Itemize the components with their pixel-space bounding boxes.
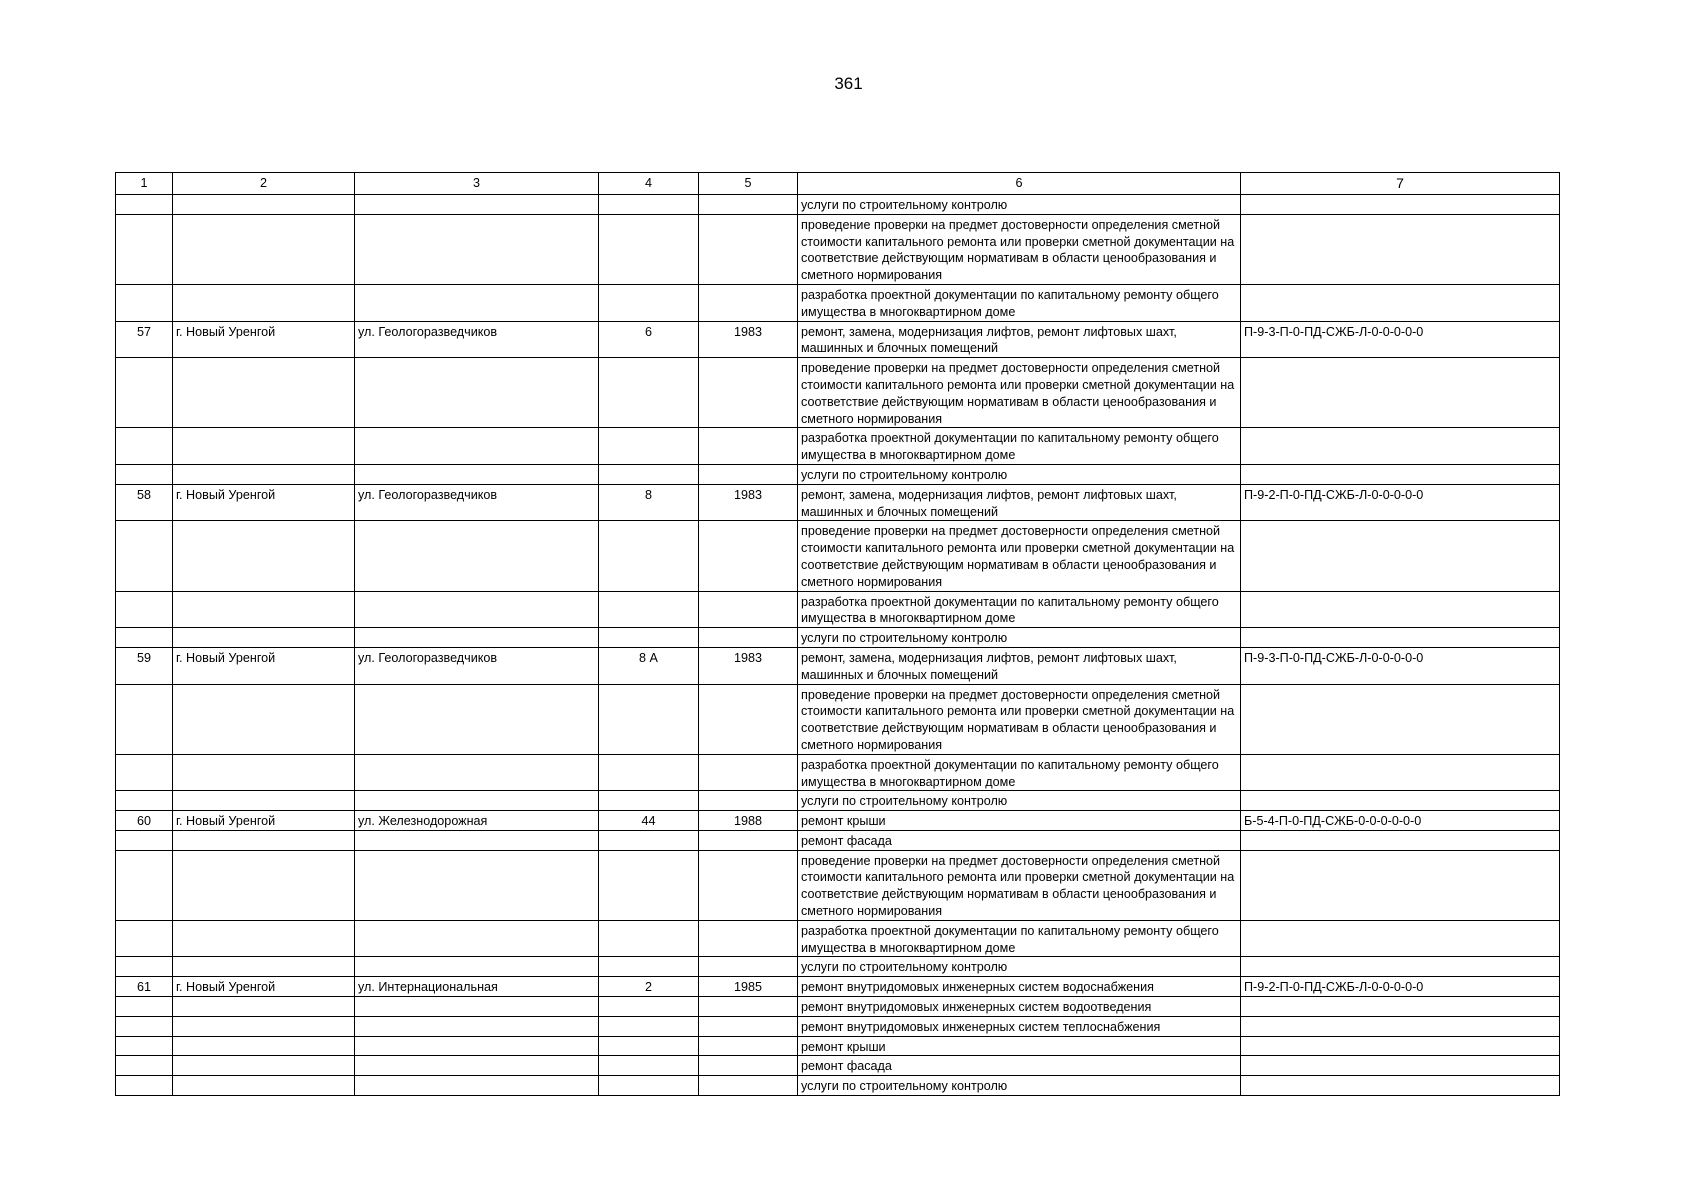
cell-code xyxy=(1241,850,1560,920)
cell-street xyxy=(355,920,599,957)
cell-city xyxy=(173,284,355,321)
cell-street xyxy=(355,1036,599,1056)
cell-work-type: ремонт, замена, модернизация лифтов, ремонт лифтовых шахт, машинных и блочных помещений xyxy=(798,647,1241,684)
cell-work-type: услуги по строительному контролю xyxy=(798,628,1241,648)
table-row xyxy=(116,754,1560,791)
cell-house xyxy=(599,754,699,791)
cell-city: г. Новый Уренгой xyxy=(173,811,355,831)
table-row xyxy=(116,791,1560,811)
cell-street: ул. Железнодорожная xyxy=(355,811,599,831)
cell-city xyxy=(173,791,355,811)
cell-house: 6 xyxy=(599,321,699,358)
cell-house xyxy=(599,920,699,957)
cell-house: 2 xyxy=(599,977,699,997)
table-row xyxy=(116,321,1560,358)
cell-city xyxy=(173,957,355,977)
cell-year xyxy=(699,195,798,215)
cell-city xyxy=(173,754,355,791)
cell-code: П-9-2-П-0-ПД-СЖБ-Л-0-0-0-0-0 xyxy=(1241,484,1560,521)
cell-house xyxy=(599,997,699,1017)
cell-year xyxy=(699,464,798,484)
cell-code xyxy=(1241,284,1560,321)
cell-house xyxy=(599,358,699,428)
cell-year xyxy=(699,997,798,1017)
cell-code xyxy=(1241,754,1560,791)
cell-number xyxy=(116,1076,173,1096)
cell-street xyxy=(355,1056,599,1076)
cell-year xyxy=(699,284,798,321)
cell-street xyxy=(355,428,599,465)
cell-work-type: ремонт внутридомовых инженерных систем теплоснабжения xyxy=(798,1016,1241,1036)
header-row xyxy=(116,173,1560,195)
table-row xyxy=(116,1036,1560,1056)
cell-house xyxy=(599,195,699,215)
cell-work-type: ремонт фасада xyxy=(798,830,1241,850)
cell-code xyxy=(1241,920,1560,957)
cell-code xyxy=(1241,830,1560,850)
cell-work-type: разработка проектной документации по капитальному ремонту общего имущества в многоквартирном доме xyxy=(798,591,1241,628)
table-row xyxy=(116,850,1560,920)
cell-house xyxy=(599,791,699,811)
cell-house xyxy=(599,464,699,484)
cell-house xyxy=(599,1016,699,1036)
cell-street xyxy=(355,791,599,811)
cell-street: ул. Интернациональная xyxy=(355,977,599,997)
cell-number: 59 xyxy=(116,647,173,684)
cell-work-type: проведение проверки на предмет достоверности определения сметной стоимости капитального ремонта или проверки сметной документации на соответствие действующим нормативам в области ценообразования и сметного нормирования xyxy=(798,850,1241,920)
header-col-6: 6 xyxy=(798,173,1241,195)
header-col-4: 4 xyxy=(599,173,699,195)
cell-number xyxy=(116,428,173,465)
cell-city xyxy=(173,195,355,215)
table-row xyxy=(116,464,1560,484)
cell-number: 61 xyxy=(116,977,173,997)
cell-house xyxy=(599,591,699,628)
cell-work-type: проведение проверки на предмет достоверности определения сметной стоимости капитального ремонта или проверки сметной документации на соответствие действующим нормативам в области ценообразования и сметного нормирования xyxy=(798,684,1241,754)
cell-city xyxy=(173,920,355,957)
cell-year xyxy=(699,214,798,284)
cell-work-type: разработка проектной документации по капитальному ремонту общего имущества в многоквартирном доме xyxy=(798,284,1241,321)
cell-house xyxy=(599,521,699,591)
cell-city xyxy=(173,850,355,920)
table-row xyxy=(116,1076,1560,1096)
cell-city xyxy=(173,628,355,648)
cell-number xyxy=(116,521,173,591)
cell-year: 1988 xyxy=(699,811,798,831)
cell-year xyxy=(699,521,798,591)
cell-number xyxy=(116,920,173,957)
cell-code: Б-5-4-П-0-ПД-СЖБ-0-0-0-0-0-0 xyxy=(1241,811,1560,831)
cell-number xyxy=(116,830,173,850)
cell-work-type: услуги по строительному контролю xyxy=(798,464,1241,484)
table-row xyxy=(116,1016,1560,1036)
cell-street xyxy=(355,754,599,791)
cell-year: 1983 xyxy=(699,647,798,684)
cell-city xyxy=(173,521,355,591)
cell-city xyxy=(173,591,355,628)
cell-year: 1983 xyxy=(699,484,798,521)
cell-street xyxy=(355,628,599,648)
cell-year xyxy=(699,791,798,811)
cell-city xyxy=(173,358,355,428)
cell-house xyxy=(599,850,699,920)
cell-street xyxy=(355,591,599,628)
cell-code xyxy=(1241,358,1560,428)
table-row xyxy=(116,428,1560,465)
cell-house xyxy=(599,428,699,465)
table-row xyxy=(116,591,1560,628)
table-row xyxy=(116,214,1560,284)
cell-code: П-9-3-П-0-ПД-СЖБ-Л-0-0-0-0-0 xyxy=(1241,647,1560,684)
cell-work-type: проведение проверки на предмет достоверности определения сметной стоимости капитального ремонта или проверки сметной документации на соответствие действующим нормативам в области ценообразования и сметного нормирования xyxy=(798,214,1241,284)
cell-city xyxy=(173,464,355,484)
cell-number xyxy=(116,791,173,811)
cell-work-type: проведение проверки на предмет достоверности определения сметной стоимости капитального ремонта или проверки сметной документации на соответствие действующим нормативам в области ценообразования и сметного нормирования xyxy=(798,358,1241,428)
cell-work-type: ремонт фасада xyxy=(798,1056,1241,1076)
cell-house: 8 А xyxy=(599,647,699,684)
cell-work-type: услуги по строительному контролю xyxy=(798,957,1241,977)
cell-number xyxy=(116,1016,173,1036)
cell-street xyxy=(355,358,599,428)
cell-house xyxy=(599,684,699,754)
cell-code xyxy=(1241,957,1560,977)
cell-work-type: ремонт внутридомовых инженерных систем водоснабжения xyxy=(798,977,1241,997)
cell-code xyxy=(1241,1056,1560,1076)
table-row xyxy=(116,284,1560,321)
cell-code xyxy=(1241,214,1560,284)
cell-code xyxy=(1241,464,1560,484)
cell-number xyxy=(116,957,173,977)
cell-number xyxy=(116,850,173,920)
cell-number: 57 xyxy=(116,321,173,358)
table-row xyxy=(116,628,1560,648)
cell-year xyxy=(699,754,798,791)
cell-city: г. Новый Уренгой xyxy=(173,647,355,684)
cell-street xyxy=(355,684,599,754)
table-row xyxy=(116,997,1560,1017)
cell-number xyxy=(116,1036,173,1056)
cell-code xyxy=(1241,428,1560,465)
cell-house: 8 xyxy=(599,484,699,521)
cell-year xyxy=(699,1056,798,1076)
table-row xyxy=(116,684,1560,754)
cell-street xyxy=(355,850,599,920)
cell-city xyxy=(173,1076,355,1096)
cell-code: П-9-2-П-0-ПД-СЖБ-Л-0-0-0-0-0 xyxy=(1241,977,1560,997)
page-number: 361 xyxy=(834,74,863,93)
cell-number xyxy=(116,754,173,791)
cell-work-type: ремонт крыши xyxy=(798,811,1241,831)
cell-city xyxy=(173,1036,355,1056)
cell-year xyxy=(699,1016,798,1036)
cell-number xyxy=(116,997,173,1017)
cell-code xyxy=(1241,628,1560,648)
cell-city: г. Новый Уренгой xyxy=(173,977,355,997)
cell-year xyxy=(699,428,798,465)
cell-street xyxy=(355,284,599,321)
header-col-5: 5 xyxy=(699,173,798,195)
header-col-7: 7 xyxy=(1241,173,1560,195)
table-row xyxy=(116,977,1560,997)
cell-work-type: ремонт, замена, модернизация лифтов, ремонт лифтовых шахт, машинных и блочных помещений xyxy=(798,484,1241,521)
cell-work-type: ремонт крыши xyxy=(798,1036,1241,1056)
cell-year xyxy=(699,628,798,648)
cell-number xyxy=(116,358,173,428)
cell-number xyxy=(116,464,173,484)
table-row xyxy=(116,647,1560,684)
cell-year: 1983 xyxy=(699,321,798,358)
cell-number xyxy=(116,591,173,628)
cell-house xyxy=(599,830,699,850)
cell-year xyxy=(699,591,798,628)
cell-house xyxy=(599,957,699,977)
cell-street: ул. Геологоразведчиков xyxy=(355,484,599,521)
cell-number xyxy=(116,284,173,321)
cell-street: ул. Геологоразведчиков xyxy=(355,647,599,684)
cell-number: 60 xyxy=(116,811,173,831)
table-row xyxy=(116,358,1560,428)
cell-code xyxy=(1241,997,1560,1017)
cell-street xyxy=(355,830,599,850)
cell-house xyxy=(599,1056,699,1076)
header-col-1: 1 xyxy=(116,173,173,195)
cell-work-type: услуги по строительному контролю xyxy=(798,1076,1241,1096)
repair-table xyxy=(115,172,1560,1096)
cell-street: ул. Геологоразведчиков xyxy=(355,321,599,358)
cell-year xyxy=(699,957,798,977)
cell-code xyxy=(1241,1076,1560,1096)
cell-house xyxy=(599,1036,699,1056)
cell-work-type: ремонт, замена, модернизация лифтов, ремонт лифтовых шахт, машинных и блочных помещений xyxy=(798,321,1241,358)
cell-street xyxy=(355,214,599,284)
table-row xyxy=(116,920,1560,957)
cell-house xyxy=(599,284,699,321)
cell-year xyxy=(699,830,798,850)
cell-number xyxy=(116,1056,173,1076)
cell-code xyxy=(1241,684,1560,754)
cell-code xyxy=(1241,791,1560,811)
cell-year xyxy=(699,850,798,920)
cell-city xyxy=(173,997,355,1017)
cell-house xyxy=(599,1076,699,1096)
cell-code: П-9-3-П-0-ПД-СЖБ-Л-0-0-0-0-0 xyxy=(1241,321,1560,358)
cell-street xyxy=(355,1016,599,1036)
cell-code xyxy=(1241,195,1560,215)
cell-work-type: проведение проверки на предмет достоверности определения сметной стоимости капитального ремонта или проверки сметной документации на соответствие действующим нормативам в области ценообразования и сметного нормирования xyxy=(798,521,1241,591)
cell-year: 1985 xyxy=(699,977,798,997)
cell-work-type: ремонт внутридомовых инженерных систем водоотведения xyxy=(798,997,1241,1017)
cell-city: г. Новый Уренгой xyxy=(173,321,355,358)
cell-house xyxy=(599,628,699,648)
table-row xyxy=(116,957,1560,977)
table-row xyxy=(116,1056,1560,1076)
cell-house xyxy=(599,214,699,284)
cell-city xyxy=(173,214,355,284)
cell-year xyxy=(699,920,798,957)
cell-number xyxy=(116,684,173,754)
header-col-2: 2 xyxy=(173,173,355,195)
table-row xyxy=(116,811,1560,831)
table-row xyxy=(116,484,1560,521)
header-col-3: 3 xyxy=(355,173,599,195)
cell-work-type: разработка проектной документации по капитальному ремонту общего имущества в многоквартирном доме xyxy=(798,754,1241,791)
cell-work-type: услуги по строительному контролю xyxy=(798,195,1241,215)
cell-code xyxy=(1241,1036,1560,1056)
cell-city xyxy=(173,684,355,754)
table-row xyxy=(116,521,1560,591)
cell-number xyxy=(116,214,173,284)
cell-street xyxy=(355,957,599,977)
cell-street xyxy=(355,195,599,215)
cell-street xyxy=(355,1076,599,1096)
cell-city xyxy=(173,1016,355,1036)
table-row xyxy=(116,195,1560,215)
cell-street xyxy=(355,521,599,591)
cell-city xyxy=(173,428,355,465)
cell-code xyxy=(1241,1016,1560,1036)
cell-number xyxy=(116,628,173,648)
cell-house: 44 xyxy=(599,811,699,831)
cell-street xyxy=(355,997,599,1017)
cell-year xyxy=(699,358,798,428)
cell-code xyxy=(1241,591,1560,628)
table-row xyxy=(116,830,1560,850)
cell-city: г. Новый Уренгой xyxy=(173,484,355,521)
cell-work-type: разработка проектной документации по капитальному ремонту общего имущества в многоквартирном доме xyxy=(798,920,1241,957)
cell-city xyxy=(173,1056,355,1076)
cell-code xyxy=(1241,521,1560,591)
cell-city xyxy=(173,830,355,850)
cell-year xyxy=(699,684,798,754)
cell-number xyxy=(116,195,173,215)
cell-year xyxy=(699,1036,798,1056)
cell-street xyxy=(355,464,599,484)
cell-work-type: услуги по строительному контролю xyxy=(798,791,1241,811)
cell-work-type: разработка проектной документации по капитальному ремонту общего имущества в многоквартирном доме xyxy=(798,428,1241,465)
cell-year xyxy=(699,1076,798,1096)
cell-number: 58 xyxy=(116,484,173,521)
